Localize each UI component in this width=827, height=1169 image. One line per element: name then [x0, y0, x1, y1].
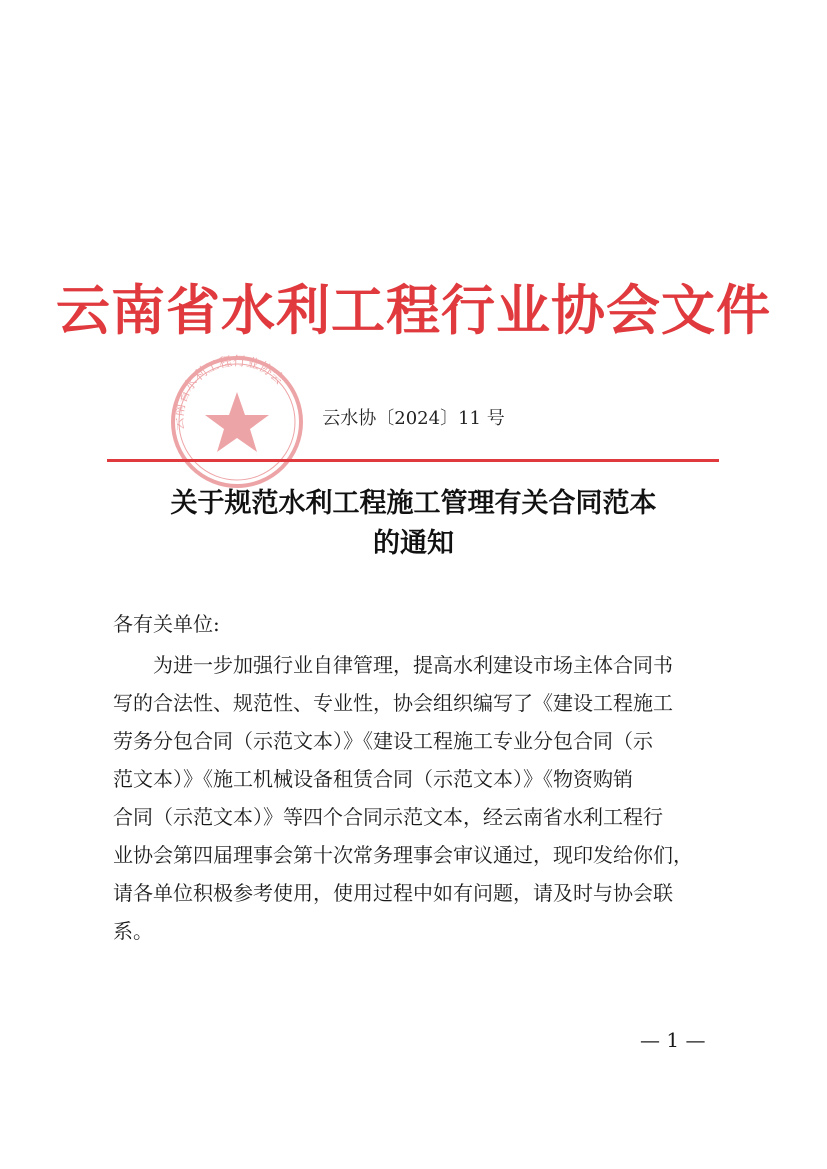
notice-title	[60, 484, 767, 564]
body-line: 系。	[113, 919, 153, 943]
body-line: 范文本）》《施工机械设备租赁合同（示范文本）》《物资购销	[113, 767, 633, 791]
seal-text: 云南省水利工程行业协会	[171, 354, 287, 432]
body-line: 为进一步加强行业自律管理，提高水利建设市场主体合同书	[153, 653, 673, 677]
masthead-title: 云南省水利工程行业协会文件	[56, 278, 771, 342]
title-line-2: 的通知	[373, 528, 454, 559]
page-number: — 1 —	[640, 1028, 706, 1052]
body-line: 写的合法性、规范性、专业性，协会组织编写了《建设工程施工	[113, 691, 673, 715]
body-line: 劳务分包合同（示范文本）》《建设工程施工专业分包合同（示	[113, 729, 653, 753]
salutation: 各有关单位:	[113, 612, 220, 636]
title-line-1: 关于规范水利工程施工管理有关合同范本	[170, 488, 657, 519]
document-number: 云水协〔2024〕11 号	[322, 408, 505, 429]
body-line: 请各单位积极参考使用，使用过程中如有问题，请及时与协会联	[113, 881, 673, 905]
body-paragraph	[113, 646, 725, 950]
body-line: 合同（示范文本）》等四个合同示范文本，经云南省水利工程行	[113, 805, 663, 829]
red-divider	[107, 459, 719, 462]
body-line: 业协会第四届理事会第十次常务理事会审议通过，现印发给你们，	[113, 843, 693, 867]
